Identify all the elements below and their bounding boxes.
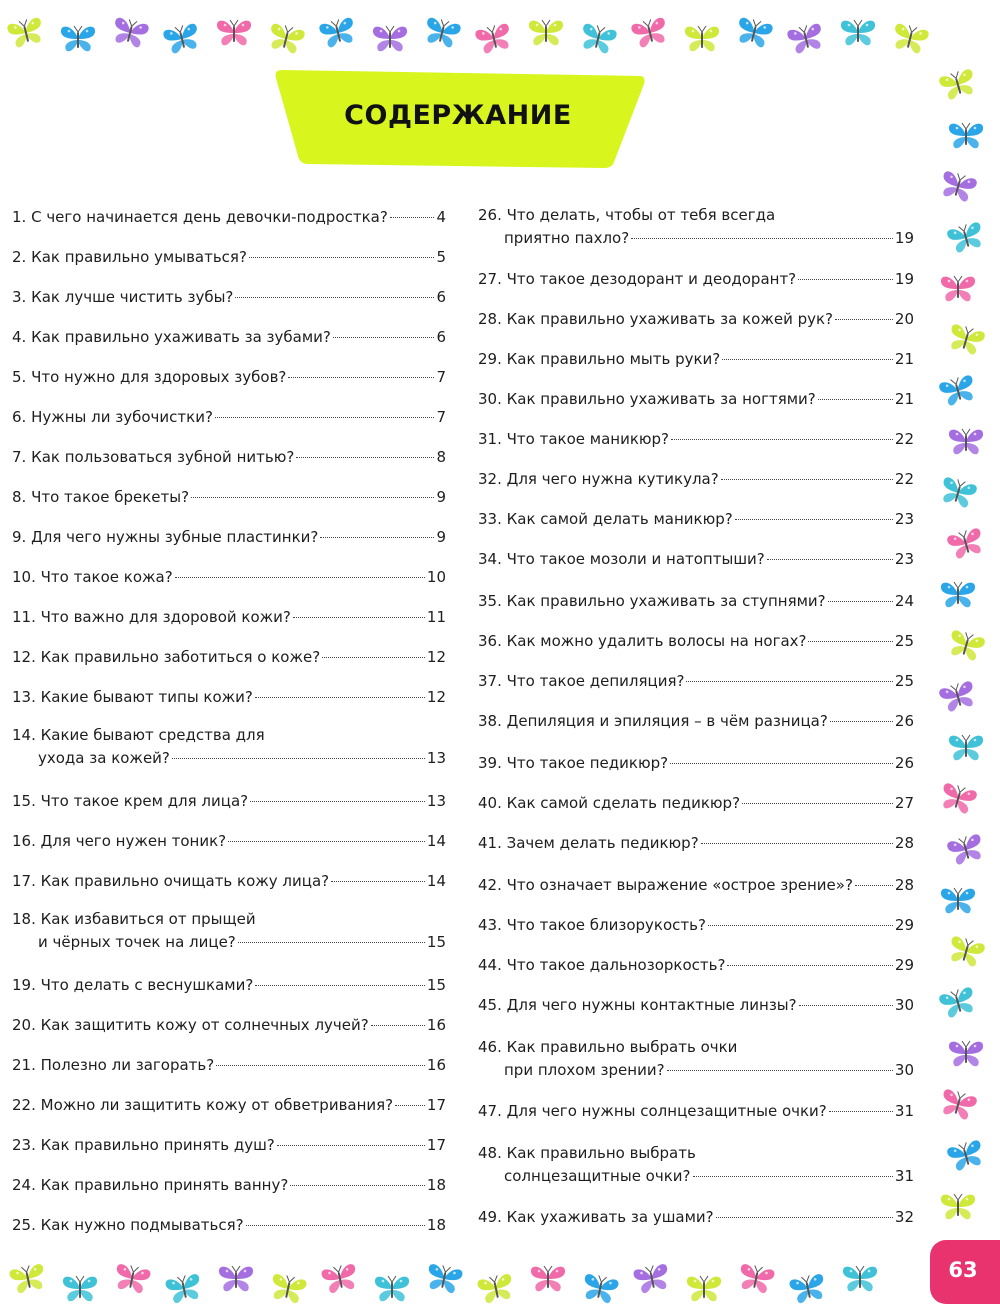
toc-entry-title: 26. Что делать, чтобы от тебя всегда xyxy=(478,206,776,224)
toc-page-number: 15 xyxy=(426,976,446,994)
toc-entry-title: 28. Как правильно ухаживать за кожей рук? xyxy=(478,310,834,328)
toc-entry-title: 36. Как можно удалить волосы на ногах? xyxy=(478,632,807,650)
toc-dot-leader xyxy=(277,1145,425,1146)
toc-page-number: 12 xyxy=(426,688,446,706)
toc-entry-title: 46. Как правильно выбрать очки xyxy=(478,1038,738,1056)
toc-dot-leader xyxy=(288,377,434,378)
butterfly-icon xyxy=(370,22,410,56)
toc-page-number: 31 xyxy=(894,1167,914,1185)
toc-entry[interactable] xyxy=(12,606,446,629)
butterfly-icon xyxy=(938,884,978,918)
toc-dot-leader xyxy=(255,985,425,986)
butterfly-icon xyxy=(58,22,98,56)
toc-entry[interactable] xyxy=(12,830,446,853)
toc-page-number: 19 xyxy=(894,270,914,288)
toc-dot-leader xyxy=(767,559,893,560)
toc-dot-leader xyxy=(228,841,425,842)
toc-entry[interactable] xyxy=(478,428,914,451)
butterfly-icon xyxy=(942,1134,990,1178)
butterfly-icon xyxy=(109,1258,155,1300)
butterfly-icon xyxy=(262,18,309,61)
butterfly-icon xyxy=(946,731,986,765)
butterfly-icon xyxy=(60,1272,100,1306)
toc-page-number: 29 xyxy=(894,916,914,934)
toc-dot-leader xyxy=(686,681,892,682)
toc-dot-leader xyxy=(716,1217,893,1218)
toc-page-number: 24 xyxy=(894,592,914,610)
toc-entry[interactable] xyxy=(12,686,446,709)
butterfly-border-top xyxy=(0,0,1000,60)
butterfly-icon xyxy=(942,624,990,668)
butterfly-icon xyxy=(528,1262,568,1296)
toc-entry-title: 17. Как правильно очищать кожу лица? xyxy=(12,872,330,890)
toc-entry[interactable] xyxy=(12,566,446,589)
toc-page-number: 29 xyxy=(894,956,914,974)
butterfly-border-bottom xyxy=(0,1254,1000,1314)
toc-entry-title: 13. Какие бывают типы кожи? xyxy=(12,688,253,706)
toc-entry[interactable] xyxy=(12,526,446,549)
toc-dot-leader xyxy=(172,758,425,759)
toc-entry-title: 30. Как правильно ухаживать за ногтями? xyxy=(478,390,816,408)
toc-dot-leader xyxy=(216,1065,425,1066)
toc-entry[interactable] xyxy=(12,790,446,813)
toc-entry[interactable] xyxy=(478,954,914,977)
butterfly-icon xyxy=(942,522,990,566)
butterfly-icon xyxy=(421,1258,467,1300)
toc-page-number: 31 xyxy=(894,1102,914,1120)
toc-entry-title: 24. Как правильно принять ванну? xyxy=(12,1176,289,1194)
toc-dot-leader xyxy=(322,657,425,658)
toc-page-number: 23 xyxy=(894,550,914,568)
toc-entry[interactable] xyxy=(478,914,914,937)
toc-entry-title: 31. Что такое маникюр? xyxy=(478,430,669,448)
butterfly-icon xyxy=(942,216,990,260)
butterfly-icon xyxy=(629,1258,675,1300)
butterfly-icon xyxy=(934,777,982,821)
toc-entry[interactable] xyxy=(12,1094,446,1117)
toc-entry-title: 7. Как пользоваться зубной нитью? xyxy=(12,448,295,466)
toc-page-number: 9 xyxy=(436,528,446,546)
toc-dot-leader xyxy=(631,238,893,239)
toc-dot-leader xyxy=(727,965,892,966)
butterfly-icon xyxy=(840,1262,880,1296)
butterfly-icon xyxy=(934,63,982,107)
toc-page-number: 13 xyxy=(426,792,446,810)
toc-page-number: 14 xyxy=(426,872,446,890)
toc-entry-title: 22. Можно ли защитить кожу от обветривания? xyxy=(12,1096,394,1114)
toc-entry[interactable] xyxy=(478,204,914,250)
toc-entry[interactable] xyxy=(478,1206,914,1229)
butterfly-icon xyxy=(785,1268,831,1310)
toc-page-number: 11 xyxy=(426,608,446,626)
toc-page-number: 30 xyxy=(894,996,914,1014)
toc-page-number: 16 xyxy=(426,1016,446,1034)
toc-page-number: 25 xyxy=(894,632,914,650)
butterfly-icon xyxy=(938,578,978,612)
toc-entry-title: 35. Как правильно ухаживать за ступнями? xyxy=(478,592,826,610)
toc-entry[interactable] xyxy=(12,326,446,349)
toc-entry-title: 20. Как защитить кожу от солнечных лучей? xyxy=(12,1016,369,1034)
toc-dot-leader xyxy=(320,537,434,538)
toc-page-number: 27 xyxy=(894,794,914,812)
butterfly-icon xyxy=(314,12,361,55)
toc-dot-leader xyxy=(701,843,893,844)
butterfly-icon xyxy=(942,930,990,974)
toc-page-number: 12 xyxy=(426,648,446,666)
toc-entry-title: 8. Что такое брекеты? xyxy=(12,488,190,506)
toc-entry[interactable] xyxy=(478,590,914,613)
toc-entry[interactable] xyxy=(478,388,914,411)
toc-entry[interactable] xyxy=(12,1014,446,1037)
toc-entry[interactable] xyxy=(478,308,914,331)
toc-page-number: 18 xyxy=(426,1176,446,1194)
toc-entry[interactable] xyxy=(478,792,914,815)
toc-entry-title: 38. Депиляция и эпиляция – в чём разница? xyxy=(478,712,828,730)
toc-entry[interactable] xyxy=(478,710,914,733)
toc-page-number: 18 xyxy=(426,1216,446,1234)
toc-entry[interactable] xyxy=(478,1036,914,1082)
page-title: СОДЕРЖАНИЕ xyxy=(344,100,572,131)
butterfly-icon xyxy=(684,1272,724,1306)
butterfly-icon xyxy=(934,1083,982,1127)
toc-dot-leader xyxy=(722,359,893,360)
toc-dot-leader xyxy=(215,417,435,418)
toc-entry-title: 12. Как правильно заботиться о коже? xyxy=(12,648,321,666)
toc-entry-title: 15. Что такое крем для лица? xyxy=(12,792,249,810)
toc-entry[interactable] xyxy=(12,908,446,954)
toc-entry[interactable] xyxy=(12,1134,446,1157)
butterfly-icon xyxy=(470,18,517,61)
butterfly-icon xyxy=(473,1268,519,1310)
toc-dot-leader xyxy=(333,337,435,338)
toc-entry-title: 6. Нужны ли зубочистки? xyxy=(12,408,213,426)
toc-dot-leader xyxy=(828,601,893,602)
butterfly-icon xyxy=(418,12,465,55)
toc-entry-title: 34. Что такое мозоли и натоптыши? xyxy=(478,550,765,568)
butterfly-icon xyxy=(526,16,566,50)
toc-entry[interactable] xyxy=(12,446,446,469)
toc-entry[interactable] xyxy=(12,286,446,309)
butterfly-icon xyxy=(317,1258,363,1300)
toc-entry[interactable] xyxy=(12,246,446,269)
toc-entry-title: 32. Для чего нужна кутикула? xyxy=(478,470,719,488)
toc-page-number: 6 xyxy=(436,288,446,306)
toc-dot-leader xyxy=(255,697,425,698)
toc-page-number: 19 xyxy=(894,229,914,247)
butterfly-icon xyxy=(938,272,978,306)
toc-page-number: 26 xyxy=(894,754,914,772)
toc-entry-title: 2. Как правильно умываться? xyxy=(12,248,247,266)
toc-page-number: 17 xyxy=(426,1096,446,1114)
toc-dot-leader xyxy=(671,439,893,440)
toc-entry[interactable] xyxy=(478,348,914,371)
toc-page-number: 15 xyxy=(426,933,446,951)
toc-entry[interactable] xyxy=(478,832,914,855)
butterfly-icon xyxy=(733,1258,779,1300)
toc-entry-title: 5. Что нужно для здоровых зубов? xyxy=(12,368,287,386)
toc-page-number: 9 xyxy=(436,488,446,506)
toc-dot-leader xyxy=(296,457,434,458)
toc-dot-leader xyxy=(855,885,893,886)
toc-page-number: 14 xyxy=(426,832,446,850)
toc-entry-title: 37. Что такое депиляция? xyxy=(478,672,685,690)
toc-page-number: 23 xyxy=(894,510,914,528)
toc-dot-leader xyxy=(829,1111,893,1112)
butterfly-icon xyxy=(934,165,982,209)
butterfly-icon xyxy=(946,1037,986,1071)
toc-page-number: 4 xyxy=(436,208,446,226)
butterfly-icon xyxy=(946,119,986,153)
toc-page-number: 22 xyxy=(894,430,914,448)
toc-page-number: 20 xyxy=(894,310,914,328)
toc-dot-leader xyxy=(249,257,435,258)
toc-entry[interactable] xyxy=(12,366,446,389)
toc-entry[interactable] xyxy=(12,974,446,997)
butterfly-icon xyxy=(106,12,153,55)
butterfly-icon xyxy=(2,12,49,55)
toc-dot-leader xyxy=(808,641,892,642)
toc-page-number: 25 xyxy=(894,672,914,690)
toc-dot-leader xyxy=(175,577,425,578)
toc-entry-title: 23. Как правильно принять душ? xyxy=(12,1136,275,1154)
toc-entry-title: 42. Что означает выражение «острое зрение»? xyxy=(478,876,853,894)
toc-entry[interactable] xyxy=(478,1100,914,1123)
toc-entry-title: 49. Как ухаживать за ушами? xyxy=(478,1208,714,1226)
toc-dot-leader xyxy=(191,497,434,498)
butterfly-icon xyxy=(934,369,982,413)
toc-page-number: 26 xyxy=(894,712,914,730)
page-number-badge xyxy=(930,1240,1000,1304)
toc-entry[interactable] xyxy=(478,508,914,531)
toc-dot-leader xyxy=(293,617,425,618)
toc-page-number: 32 xyxy=(894,1208,914,1226)
butterfly-icon xyxy=(838,16,878,50)
toc-entry-title: 21. Полезно ли загорать? xyxy=(12,1056,215,1074)
toc-page-number: 6 xyxy=(436,328,446,346)
toc-dot-leader xyxy=(371,1025,425,1026)
toc-page-number: 7 xyxy=(436,408,446,426)
toc-entry[interactable] xyxy=(12,1054,446,1077)
toc-entry-title: 9. Для чего нужны зубные пластинки? xyxy=(12,528,319,546)
butterfly-icon xyxy=(946,425,986,459)
toc-entry[interactable] xyxy=(12,1174,446,1197)
toc-entry[interactable] xyxy=(12,1214,446,1237)
butterfly-icon xyxy=(161,1268,207,1310)
toc-page-number: 28 xyxy=(894,876,914,894)
butterfly-icon xyxy=(577,1268,623,1310)
toc-dot-leader xyxy=(742,803,893,804)
toc-entry-title: 18. Как избавиться от прыщей xyxy=(12,910,256,928)
toc-entry[interactable] xyxy=(12,486,446,509)
toc-entry[interactable] xyxy=(478,548,914,571)
butterfly-icon xyxy=(682,22,722,56)
toc-dot-leader xyxy=(830,721,893,722)
toc-dot-leader xyxy=(246,1225,425,1226)
toc-entry-title: 10. Что такое кожа? xyxy=(12,568,173,586)
butterfly-icon xyxy=(934,471,982,515)
toc-dot-leader xyxy=(331,881,425,882)
toc-entry-title: 11. Что важно для здоровой кожи? xyxy=(12,608,291,626)
toc-entry-title-continued: солнцезащитные очки? xyxy=(504,1167,691,1185)
toc-dot-leader xyxy=(290,1185,425,1186)
toc-dot-leader xyxy=(250,801,425,802)
toc-entry-title: 48. Как правильно выбрать xyxy=(478,1144,696,1162)
toc-page-number: 21 xyxy=(894,350,914,368)
butterfly-icon xyxy=(886,18,933,61)
toc-page-number: 21 xyxy=(894,390,914,408)
toc-entry[interactable] xyxy=(12,406,446,429)
toc-entry-title: 29. Как правильно мыть руки? xyxy=(478,350,721,368)
butterfly-border-right xyxy=(928,60,1000,1240)
toc-dot-leader xyxy=(670,763,893,764)
toc-dot-leader xyxy=(798,279,893,280)
toc-entry-title: 27. Что такое дезодорант и деодорант? xyxy=(478,270,797,288)
butterfly-icon xyxy=(158,18,205,61)
page-number: 63 xyxy=(948,1258,978,1282)
butterfly-icon xyxy=(938,1190,978,1224)
toc-entry[interactable] xyxy=(12,206,446,229)
toc-entry-title: 39. Что такое педикюр? xyxy=(478,754,669,772)
toc-dot-leader xyxy=(721,479,893,480)
toc-entry-title: 19. Что делать с веснушками? xyxy=(12,976,254,994)
toc-entry[interactable] xyxy=(12,870,446,893)
toc-entry-title: 44. Что такое дальнозоркость? xyxy=(478,956,726,974)
butterfly-icon xyxy=(730,12,777,55)
toc-entry-title: 45. Для чего нужны контактные линзы? xyxy=(478,996,797,1014)
toc-dot-leader xyxy=(693,1176,893,1177)
toc-page-number: 22 xyxy=(894,470,914,488)
butterfly-icon xyxy=(782,18,829,61)
toc-page-number: 7 xyxy=(436,368,446,386)
toc-entry-title: 33. Как самой делать маникюр? xyxy=(478,510,733,528)
butterfly-icon xyxy=(934,675,982,719)
toc-dot-leader xyxy=(799,1005,893,1006)
toc-page-number: 28 xyxy=(894,834,914,852)
toc-page-number: 10 xyxy=(426,568,446,586)
toc-entry-title-continued: и чёрных точек на лице? xyxy=(38,933,236,951)
toc-entry-title: 47. Для чего нужны солнцезащитные очки? xyxy=(478,1102,827,1120)
toc-entry[interactable] xyxy=(478,670,914,693)
toc-entry-title: 3. Как лучше чистить зубы? xyxy=(12,288,234,306)
toc-dot-leader xyxy=(667,1070,893,1071)
toc-entry-title: 40. Как самой сделать педикюр? xyxy=(478,794,741,812)
toc-dot-leader xyxy=(235,297,434,298)
toc-entry-title-continued: при плохом зрении? xyxy=(504,1061,665,1079)
toc-entry[interactable] xyxy=(478,468,914,491)
toc-dot-leader xyxy=(735,519,893,520)
toc-entry[interactable] xyxy=(478,1142,914,1188)
toc-dot-leader xyxy=(395,1105,425,1106)
butterfly-icon xyxy=(216,1262,256,1296)
butterfly-icon xyxy=(574,18,621,61)
toc-page-number: 30 xyxy=(894,1061,914,1079)
butterfly-icon xyxy=(372,1272,412,1306)
toc-entry[interactable] xyxy=(12,724,446,770)
toc-entry-title: 1. С чего начинается день девочки-подростка? xyxy=(12,208,388,226)
butterfly-icon xyxy=(265,1268,311,1310)
toc-entry-title: 16. Для чего нужен тоник? xyxy=(12,832,227,850)
toc-entry-title-continued: ухода за кожей? xyxy=(38,749,170,767)
toc-page-number: 16 xyxy=(426,1056,446,1074)
toc-entry[interactable] xyxy=(478,630,914,653)
toc-entry-title: 41. Зачем делать педикюр? xyxy=(478,834,699,852)
toc-entry-title: 25. Как нужно подмываться? xyxy=(12,1216,244,1234)
toc-entry-title: 14. Какие бывают средства для xyxy=(12,726,265,744)
toc-dot-leader xyxy=(238,942,425,943)
toc-entry[interactable] xyxy=(478,994,914,1017)
toc-page-number: 8 xyxy=(436,448,446,466)
toc-entry-title-continued: приятно пахло? xyxy=(504,229,630,247)
title-banner xyxy=(268,66,648,170)
butterfly-icon xyxy=(934,981,982,1025)
butterfly-icon xyxy=(214,16,254,50)
toc-entry[interactable] xyxy=(12,646,446,669)
toc-entry[interactable] xyxy=(478,874,914,897)
toc-entry[interactable] xyxy=(478,268,914,291)
toc-dot-leader xyxy=(835,319,893,320)
toc-dot-leader xyxy=(708,925,893,926)
toc-dot-leader xyxy=(390,217,435,218)
butterfly-icon xyxy=(942,318,990,362)
toc-page-number: 5 xyxy=(436,248,446,266)
toc-entry-title: 4. Как правильно ухаживать за зубами? xyxy=(12,328,331,346)
butterfly-icon xyxy=(626,12,673,55)
butterfly-icon xyxy=(942,828,990,872)
toc-page-number: 13 xyxy=(426,749,446,767)
butterfly-icon xyxy=(5,1258,51,1300)
toc-dot-leader xyxy=(818,399,893,400)
toc-entry-title: 43. Что такое близорукость? xyxy=(478,916,706,934)
toc-entry[interactable] xyxy=(478,752,914,775)
toc-page-number: 17 xyxy=(426,1136,446,1154)
